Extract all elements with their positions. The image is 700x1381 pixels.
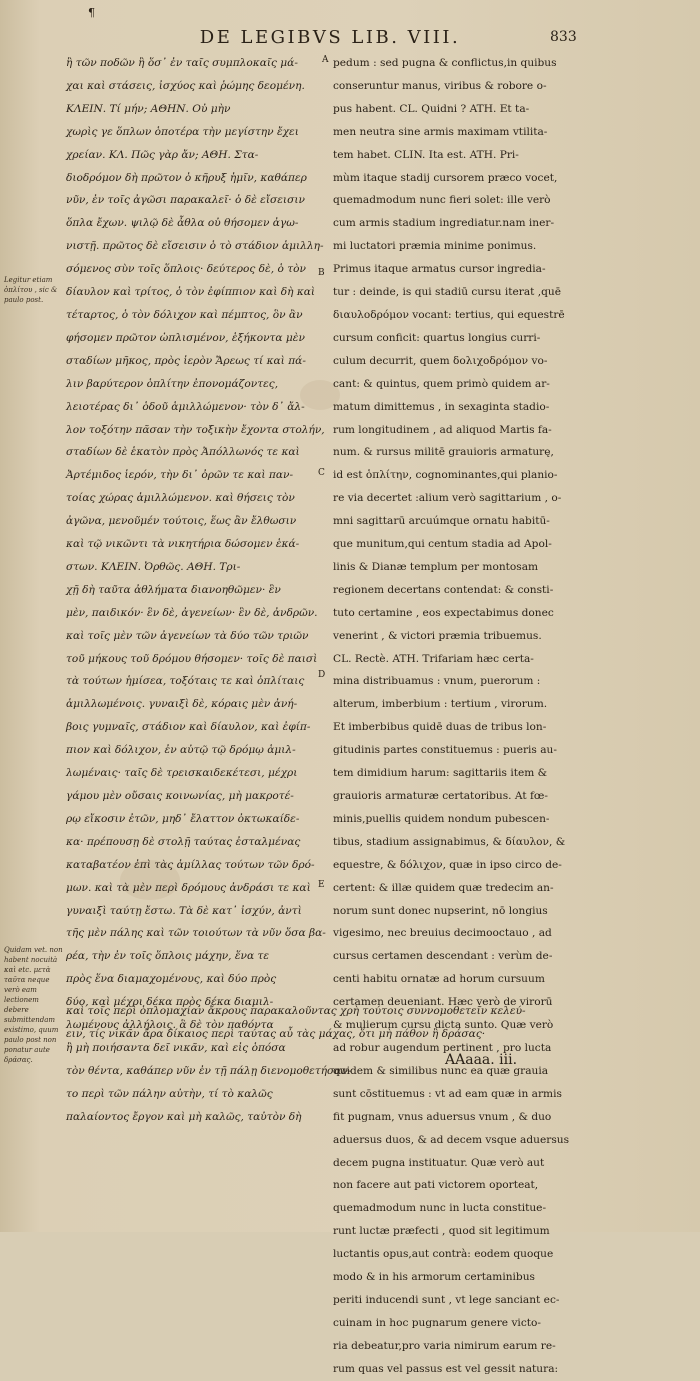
latin-text-line: regionem decertans contendat: & consti- <box>333 583 554 596</box>
greek-text-line: λωμέναις· ταῖς δὲ τρεισκαιδεκέτεσι, μέχρι <box>66 767 298 780</box>
latin-text-line: gitudinis partes constituemus : pueris au- <box>333 744 557 757</box>
latin-text-line: mni sagittarū arcuúmque ornatu habitū- <box>333 515 550 528</box>
greek-text-line: σταδίων μῆκος, πρὸς ἱερὸν Ἄρεως τί καὶ πά- <box>66 354 306 367</box>
greek-text-line: γυναιξὶ ταύτῃ ἔστω. Τὰ δὲ κατ᾽ ἰσχύν, ἀντὶ <box>66 904 302 917</box>
latin-text-line: quemadmodum nunc fieri solet: ille verò <box>333 194 551 207</box>
latin-text-line: tuto certamine , eos expectabimus donec <box>333 606 554 619</box>
greek-text-line: νῦν, ἐν τοῖς ἀγῶσι παρακαλεῖ· ὁ δὲ εἴσεισιν <box>66 194 305 207</box>
latin-text-line: periti inducendi sunt , vt lege sanciant ec- <box>333 1293 560 1306</box>
latin-text-line: pus habent. CL. Quidni ? ATH. Et ta- <box>333 102 530 115</box>
latin-text-line: CL. Rectè. ATH. Trifariam hæc certa- <box>333 652 534 665</box>
greek-text-column <box>66 52 352 1129</box>
latin-text-line: & mulierum cursu dicta sunto. Quæ verò <box>333 1019 554 1032</box>
greek-text-line: χωρὶς γε ὅπλων ὁποτέρα τὴν μεγίστην ἔχει <box>66 125 299 138</box>
latin-text-line: num. & rursus militē grauioris armaturę, <box>333 446 554 459</box>
latin-text-line: διαυλοδρόμον vocant: tertius, qui equestrē <box>333 308 565 321</box>
latin-text-line: rum quas vel passus est vel gessit natura: <box>333 1362 559 1375</box>
latin-text-line: mina distribuamus : vnum, puerorum : <box>333 675 541 688</box>
greek-text-line: ἢ μὴ ποιήσαντα δεῖ νικᾶν, καὶ εἰς ὁπόσα <box>66 1041 286 1054</box>
latin-text-line: luctantis opus,aut contrà: eodem quoque <box>333 1248 554 1261</box>
greek-text-line: χαι καὶ στάσεις, ἰσχύος καὶ ῥώμης δεομένη. <box>66 79 305 92</box>
latin-text-line: rum longitudinem , ad aliquod Martis fa- <box>333 423 552 436</box>
latin-text-line: conseruntur manus, viribus & robore o- <box>333 79 547 92</box>
greek-text-line: ἢ τῶν ποδῶν ἢ ὅσ᾽ ἐν ταῖς συμπλοκαῖς μά- <box>66 57 298 69</box>
latin-text-line: sunt cōstituemus : vt ad eam quæ in armis <box>333 1087 562 1100</box>
greek-text-line: τοῦ μήκους τοῦ δρόμου θήσομεν· τοῖς δὲ παισὶ <box>66 652 318 665</box>
latin-text-line: certent: & illæ quidem quæ tredecim an- <box>333 881 554 894</box>
latin-text-line: non facere aut pati victorem oporteat, <box>333 1179 539 1192</box>
latin-text-line: ria debeatur,pro varia nimirum earum re- <box>333 1339 556 1352</box>
running-head: DE LEGIBVS LIB. VIII. <box>199 27 461 48</box>
greek-text-line: ρέα, τὴν ἐν τοῖς ὅπλοις μάχην, ἕνα τε <box>66 950 270 963</box>
greek-text-line: ΚΛΕΙΝ. Τί μήν; ΑΘΗΝ. Οὐ μὴν <box>66 102 231 115</box>
greek-text-line: καὶ τῷ νικῶντι τὰ νικητήρια δώσομεν ἑκά- <box>66 538 300 551</box>
latin-text-line: fit pugnam, vnus aduersus vnum , & duo <box>333 1110 552 1123</box>
section-mark: ¶ <box>88 6 95 19</box>
greek-text-line: ἁμιλλωμένοις. γυναιξὶ δὲ, κόραις μὲν ἀνή- <box>66 698 298 711</box>
latin-text-line: tur : deinde, is qui stadiū cursu iterat ,quē <box>333 286 562 299</box>
greek-text-line: δύο, καὶ μέχρι δέκα πρὸς δέκα διαμιλ- <box>66 996 274 1009</box>
latin-text-line: cursus certamen descendant : verùm de- <box>333 950 553 963</box>
latin-text-line: cursum conficit: quartus longius curri- <box>333 331 541 344</box>
greek-text-line: το περὶ τῶν πάλην αὐτὴν, τί τὸ καλῶς <box>66 1087 273 1100</box>
greek-text-line: πρὸς ἕνα διαμαχομένους, καὶ δύο πρὸς <box>66 973 277 986</box>
greek-text-line: λιν βαρύτερον ὁπλίτην ἐπονομάζοντες, <box>66 377 279 390</box>
latin-text-line: re via decertet :alium verò sagittarium , o- <box>333 492 562 505</box>
margin-marker-b: B <box>318 268 325 278</box>
latin-text-line: centi habitu ornatæ ad horum cursuum <box>333 973 545 986</box>
latin-text-line: modo & in his armorum certaminibus <box>333 1271 535 1284</box>
margin-marker-c: C <box>318 468 325 478</box>
greek-text-line: μὲν, παιδικόν· ἓν δὲ, ἀγενείων· ἓν δὲ, ἀνδρῶν. <box>66 606 318 619</box>
greek-text-line: καταβατέον ἐπὶ τὰς ἁμίλλας τούτων τῶν δρό- <box>66 858 315 871</box>
latin-text-line: linis & Dianæ templum per montosam <box>333 560 539 573</box>
latin-text-line: Et imberbibus quidē duas de tribus lon- <box>333 721 547 734</box>
greek-text-line: στων. ΚΛΕΙΝ. Ὀρθῶς. ΑΘΗ. Τρι- <box>66 560 241 573</box>
greek-text-line: λον τοξότην πᾶσαν τὴν τοξικὴν ἔχοντα στολήν, <box>66 423 325 436</box>
latin-text-line: Primus itaque armatus cursor ingredia- <box>333 263 546 276</box>
greek-text-line: διοδρόμον δὴ πρῶτον ὁ κῆρυξ ἡμῖν, καθάπερ <box>66 171 307 184</box>
margin-note-lower: Quidam vet. non habent nocuità καὶ etc. μετὰ ταῦτα neque verò eam lectionem debere submittendam existimo, quum paulo post non ponatur aute δράσας. <box>4 946 63 1064</box>
greek-text-line: πιον καὶ δόλιχον, ἐν αὐτῷ τῷ δρόμῳ ἁμιλ- <box>66 744 296 757</box>
latin-text-column <box>333 52 615 1381</box>
latin-text-line: tem dimidium harum: sagittariis item & <box>333 767 548 780</box>
latin-text-line: certamen deueniant. Hæc verò de virorū <box>333 996 553 1009</box>
greek-text-line: νιστῇ. πρῶτος δὲ εἴσεισιν ὁ τὸ στάδιον ἁμιλλη- <box>66 240 324 253</box>
greek-text-line: τοίας χώρας ἁμιλλώμενον. καὶ θήσεις τὸν <box>66 492 295 505</box>
greek-text-line: χῇ δὴ ταῦτα ἀθλήματα διανοηθῶμεν· ἓν <box>66 583 281 596</box>
latin-text-line: tibus, stadium assignabimus, & δίαυλον, & <box>333 835 566 848</box>
greek-text-line: παλαίοντος ἔργον καὶ μὴ καλῶς, ταὐτὸν δὴ <box>66 1110 302 1123</box>
latin-text-line: tem habet. CLIN. Ita est. ATH. Pri- <box>333 148 519 161</box>
latin-text-line: quemadmodum nunc in lucta constitue- <box>333 1202 547 1215</box>
greek-bottom-line: καὶ τοῖς περὶ ὁπλομαχίαν ἄκρους παρακαλοῦντας χρὴ τούτοις συννομοθετεῖν κελεύ- <box>66 1005 526 1017</box>
latin-text-line: decem pugna instituatur. Quæ verò aut <box>333 1156 545 1169</box>
latin-text-line: grauioris armaturæ certatoribus. At fœ- <box>333 790 548 802</box>
latin-text-line: men neutra sine armis maximam vtilita- <box>333 125 548 138</box>
latin-text-line: cant: & quintus, quem primò quidem ar- <box>333 377 550 390</box>
latin-text-line: culum decurrit, quem δολιχοδρόμον vo- <box>333 354 548 367</box>
greek-text-line: λωμένους ἀλλήλοις. ἃ δὲ τὸν παθόντα <box>66 1019 274 1032</box>
margin-note-upper: Legitur etiam ὁπλίτου , sic & paulo post. <box>4 276 58 304</box>
greek-text-line: δίαυλον καὶ τρίτος, ὁ τὸν ἐφίππιον καὶ δὴ καὶ <box>66 286 316 299</box>
margin-marker-d: D <box>318 670 326 680</box>
latin-text-line: pedum : sed pugna & conflictus,in quibus <box>333 57 557 69</box>
latin-text-line: aduersus duos, & ad decem vsque aduersus <box>333 1133 570 1146</box>
greek-text-line: σταδίων δὲ ἑκατὸν πρὸς Ἀπόλλωνός τε καὶ <box>66 446 300 459</box>
latin-text-line: equestre, & δόλιχον, quæ in ipso circo de- <box>333 858 562 871</box>
greek-text-line: μων. καὶ τὰ μὲν περὶ δρόμους ἀνδράσι τε καὶ <box>66 881 311 894</box>
latin-text-line: que munitum,qui centum stadia ad Apol- <box>333 538 552 551</box>
greek-text-line: ρῳ εἴκοσιν ἐτῶν, μηδ᾽ ἔλαττον ὀκτωκαίδε- <box>66 812 300 825</box>
greek-text-line: τὸν θέντα, καθάπερ νῦν ἐν τῇ πάλῃ διενομοθετήσαν- <box>66 1064 352 1077</box>
latin-text-line: cum armis stadium ingrediatur.nam iner- <box>333 217 555 230</box>
greek-text-line: ἀγῶνα, μενοῦμέν τούτοις, ἕως ἂν ἔλθωσιν <box>66 515 297 528</box>
greek-text-line: τέταρτος, ὁ τὸν δόλιχον καὶ πέμπτος, ὃν ἂν <box>66 308 303 321</box>
latin-text-line: mi luctatori præmia minime ponimus. <box>333 240 537 253</box>
margin-marker-a: A <box>322 55 329 65</box>
latin-text-line: id est ὁπλίτην, cognominantes,qui planio- <box>333 469 558 482</box>
greek-text-line: ὅπλα ἔχων. ψιλῷ δὲ ἆθλα οὐ θήσομεν ἀγω- <box>66 217 299 230</box>
latin-text-line: minis,puellis quidem nondum pubescen- <box>333 812 550 825</box>
latin-text-line: quidem & similibus nunc ea quæ grauia <box>333 1064 549 1077</box>
greek-text-line: τὰ τούτων ἡμίσεα, τοξόταις τε καὶ ὁπλίταις <box>66 675 305 688</box>
latin-text-line: norum sunt donec nupserint, nō longius <box>333 904 548 917</box>
latin-text-line: alterum, imberbium : tertium , virorum. <box>333 698 548 711</box>
greek-text-line: Ἀρτέμιδος ἱερόν, τὴν δι᾽ ὀρῶν τε καὶ παν- <box>66 469 294 482</box>
greek-text-line: φήσομεν πρῶτον ὡπλισμένον, ἑξήκοντα μὲν <box>66 331 305 344</box>
greek-text-line: κα· πρέπουσῃ δὲ στολῇ ταύτας ἐσταλμένας <box>66 835 301 848</box>
latin-text-line: cuinam in hoc pugnarum genere victo- <box>333 1316 541 1329</box>
greek-text-line: βοις γυμναῖς, στάδιον καὶ δίαυλον, καὶ ἐφίπ- <box>66 721 311 734</box>
latin-text-line: vigesimo, nec breuius decimooctauo , ad <box>333 927 552 940</box>
page-number: 833 <box>550 29 577 45</box>
latin-text-line: runt luctæ præfecti , quod sit legitimum <box>333 1225 550 1238</box>
greek-bottom-line: ειν, τίς νικᾶν ἄρα δίκαιος περὶ ταύτας αὖ τὰς μάχας, ὅτι μὴ πάθον ἢ δράσας· <box>66 1028 486 1040</box>
latin-text-line: matum dimittemus , in sexaginta stadio- <box>333 400 550 413</box>
greek-text-line: τῆς μὲν πάλης καὶ τῶν τοιούτων τὰ νῦν ὅσα βα- <box>66 927 326 940</box>
margin-marker-e: E <box>318 880 325 890</box>
greek-text-line: γάμου μὲν οὔσαις κοινωνίας, μὴ μακροτέ- <box>66 790 294 802</box>
latin-text-line: mùm itaque stadij cursorem præco vocet, <box>333 171 558 184</box>
greek-text-line: λειοτέρας δι᾽ ὁδοῦ ἁμιλλώμενον· τὸν δ᾽ ἄλ- <box>66 400 305 413</box>
signature-mark: AAaaa. iii. <box>445 1052 518 1068</box>
latin-text-line: venerint , & victori præmia tribuemus. <box>333 629 542 642</box>
greek-text-line: καὶ τοῖς μὲν τῶν ἀγενείων τὰ δύο τῶν τριῶν <box>66 629 309 642</box>
greek-text-line: χρείαν. ΚΛ. Πῶς γὰρ ἄν; ΑΘΗ. Στα- <box>66 148 259 161</box>
latin-text-line: ad robur augendum pertinent , pro lucta <box>333 1041 552 1054</box>
greek-text-line: σόμενος σὺν τοῖς ὅπλοις· δεύτερος δὲ, ὁ τὸν <box>66 263 306 276</box>
